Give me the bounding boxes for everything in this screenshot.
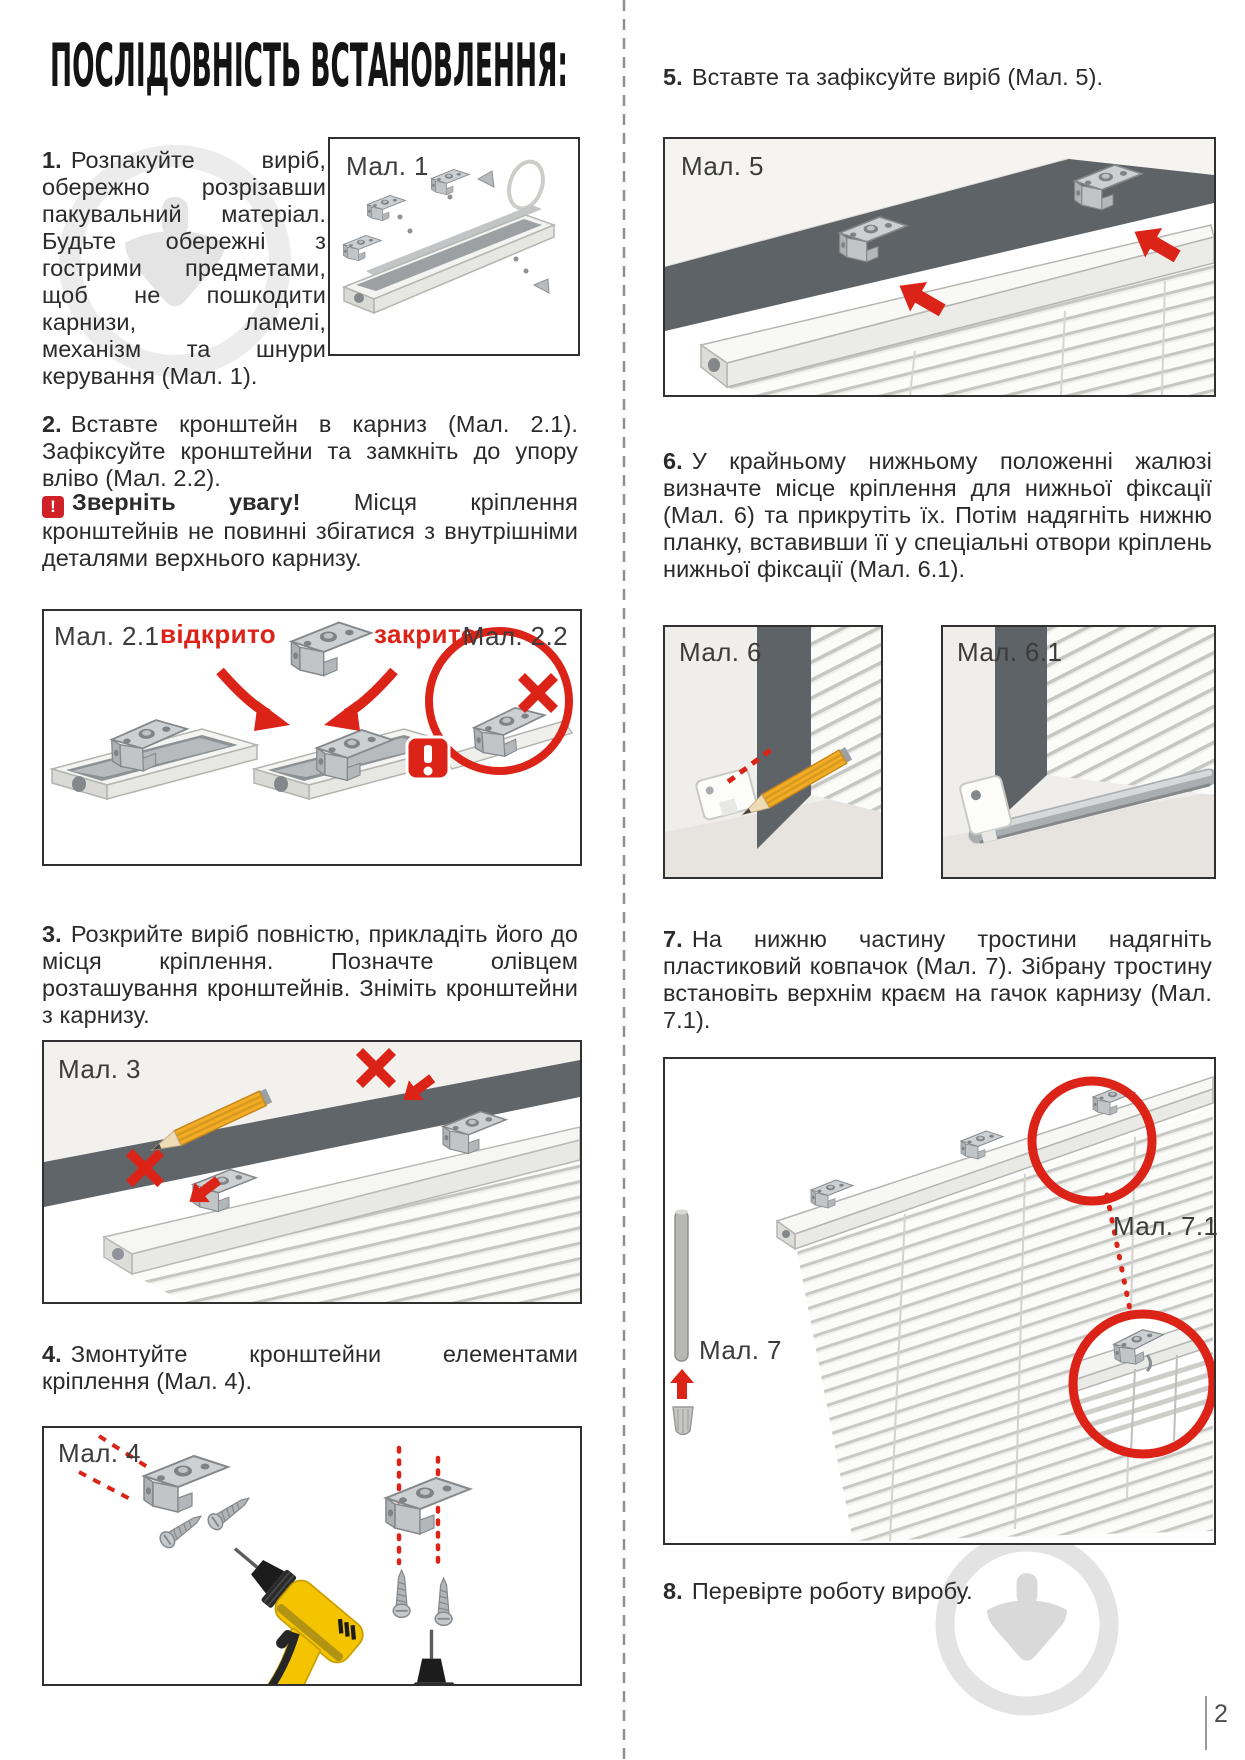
screw-icon xyxy=(435,1578,452,1625)
closed-label: закрито xyxy=(374,619,477,649)
figure-5 xyxy=(663,137,1216,397)
screw-icon xyxy=(205,1491,253,1532)
step-6-text: У крайньому нижньому положенні жалюзі визначте місце кріплення для нижньої фіксації (Мал. 6) та прикрутіть їх. Потім надягніть нижню планку, вставивши її у спеціальні отвори кріплень нижньої фіксації (Мал. 6.1). xyxy=(663,448,1212,582)
step-8-text: Перевірте роботу виробу. xyxy=(691,1578,973,1604)
red-up-arrow-icon xyxy=(670,1369,694,1399)
step-3 xyxy=(42,921,578,1029)
figure-3 xyxy=(42,1040,582,1304)
step-4 xyxy=(42,1341,578,1395)
figure-6-1-label: Мал. 6.1 xyxy=(957,637,1063,667)
step-6 xyxy=(663,448,1212,583)
figure-2-1-label: Мал. 2.1 xyxy=(54,621,160,651)
step-2-number: 2. xyxy=(42,411,62,437)
step-5 xyxy=(663,64,1212,91)
exclamation-icon: ! xyxy=(42,496,64,518)
wand-rod xyxy=(675,1210,688,1362)
bracket-icon xyxy=(144,1456,228,1512)
figure-4 xyxy=(42,1426,582,1686)
step-3-number: 3. xyxy=(42,921,62,947)
step-8 xyxy=(663,1578,1163,1605)
step-5-text: Вставте та зафіксуйте виріб (Мал. 5). xyxy=(691,64,1104,90)
step-1-text: Розпакуйте виріб, обережно розрізавши пакувальний матеріал. Будьте обережні з гострими предметами, щоб не пошкодити карнизи, ламелі, механізм та шнури керування (Мал. 1). xyxy=(42,147,326,389)
step-3-text: Розкрийте виріб повністю, прикладіть його до місця кріплення. Позначте олівцем розташування кронштейнів. Зніміть кронштейни з карнизу. xyxy=(42,921,578,1028)
attention-note xyxy=(42,489,578,572)
bracket-icon xyxy=(343,236,381,261)
figure-6-label: Мал. 6 xyxy=(679,637,762,667)
step-5-number: 5. xyxy=(663,64,683,90)
figure-3-label: Мал. 3 xyxy=(58,1054,141,1084)
page-number: 2 xyxy=(1214,1700,1228,1728)
figure-4-label: Мал. 4 xyxy=(58,1438,141,1468)
figure-1 xyxy=(328,137,580,356)
figure-5-label: Мал. 5 xyxy=(681,151,764,181)
fig7-illustration xyxy=(665,1059,1214,1543)
figure-6-1 xyxy=(941,625,1216,879)
cord-loop xyxy=(503,157,548,213)
figure-1-label: Мал. 1 xyxy=(346,151,429,181)
step-7-text: На нижню частину тростини надягніть пластиковий ковпачок (Мал. 7). Зібрану тростину встановіть верхнім краєм на гачок карнизу (Мал. 7.1). xyxy=(663,926,1212,1033)
bracket-icon xyxy=(431,170,469,195)
step-7 xyxy=(663,926,1212,1034)
step-4-number: 4. xyxy=(42,1341,62,1367)
figure-2 xyxy=(42,609,582,866)
figure-2-2-label: Мал. 2.2 xyxy=(462,621,568,651)
page-title: ПОСЛІДОВНІСТЬ ВСТАНОВЛЕННЯ: xyxy=(50,31,568,101)
step-1-number: 1. xyxy=(42,147,62,173)
drill-icon xyxy=(170,1532,368,1684)
figure-7-1-label: Мал. 7.1 xyxy=(1113,1211,1219,1241)
figure-7-label: Мал. 7 xyxy=(699,1335,782,1365)
watermark-logo xyxy=(927,1524,1127,1724)
note-text: Місця кріплення кронштейнів не повинні збігатися з внутрішніми деталями верхнього карнизу. xyxy=(42,489,578,571)
step-2 xyxy=(42,411,578,492)
plastic-cap xyxy=(673,1407,693,1435)
step-8-number: 8. xyxy=(663,1578,683,1604)
open-label: відкрито xyxy=(160,619,277,649)
red-arrow-icon xyxy=(324,671,394,731)
screw-icon xyxy=(393,1570,410,1617)
red-arrow-icon xyxy=(220,671,290,731)
step-6-number: 6. xyxy=(663,448,683,474)
page-number-divider xyxy=(1205,1696,1207,1750)
figure-6 xyxy=(663,625,883,879)
bracket-icon xyxy=(291,623,371,676)
step-7-number: 7. xyxy=(663,926,683,952)
step-4-text: Змонтуйте кронштейни елементами кріплення (Мал. 4). xyxy=(42,1341,578,1394)
screw-icon xyxy=(157,1509,205,1550)
step-2-text: Вставте кронштейн в карниз (Мал. 2.1). Зафіксуйте кронштейни та замкніть до упору вліво (Мал. 2.2). xyxy=(42,411,578,491)
step-1 xyxy=(42,147,326,390)
drill-icon xyxy=(410,1630,532,1684)
exclamation-icon xyxy=(407,737,449,779)
figure-7 xyxy=(663,1057,1219,1545)
note-title: Зверніть увагу! xyxy=(72,489,301,515)
